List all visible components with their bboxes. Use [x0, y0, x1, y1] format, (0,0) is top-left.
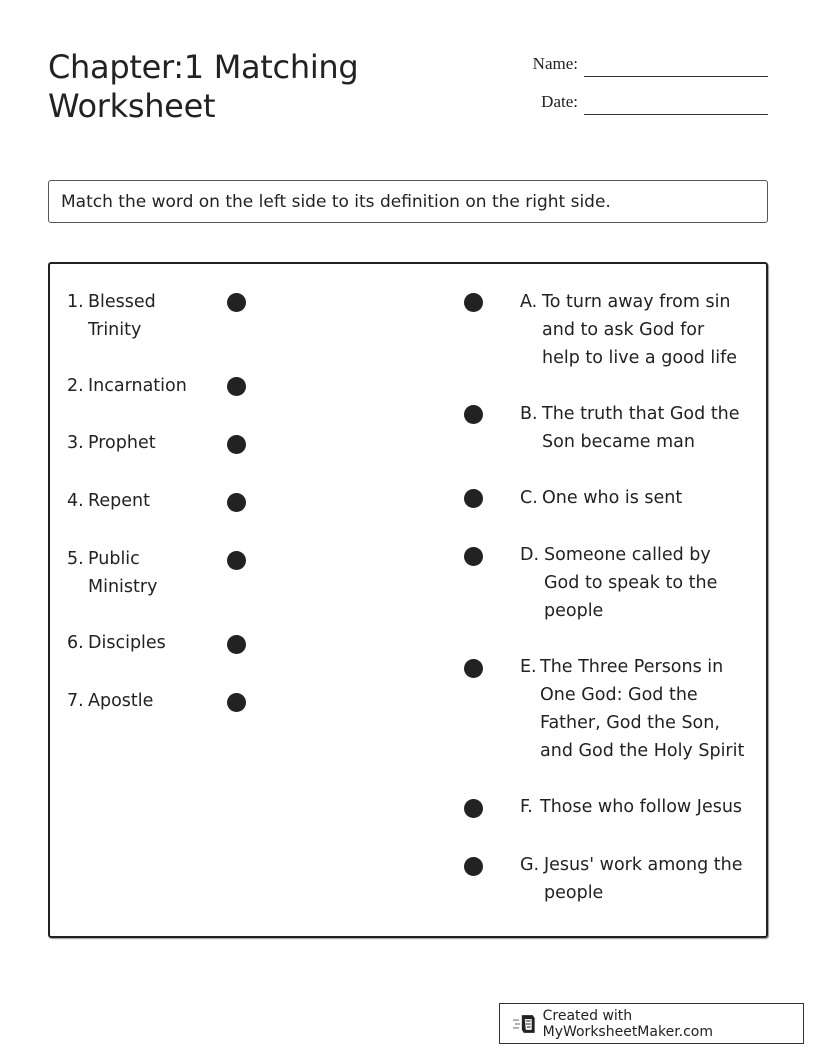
- term-text: Apostle: [88, 691, 154, 711]
- definition-c-connector-dot[interactable]: [464, 489, 483, 508]
- definition-letter: A.: [520, 292, 538, 312]
- page-title: [48, 48, 388, 126]
- definition-item-a: [520, 288, 760, 372]
- date-line[interactable]: [584, 114, 768, 115]
- term-number: 7.: [67, 691, 84, 711]
- definition-letter: B.: [520, 404, 538, 424]
- term-number: 1.: [67, 292, 84, 312]
- definition-letter: F.: [520, 797, 533, 817]
- definition-b-connector-dot[interactable]: [464, 405, 483, 424]
- definition-letter: E.: [520, 657, 537, 677]
- definition-e-connector-dot[interactable]: [464, 659, 483, 678]
- term-text: Repent: [88, 491, 150, 511]
- definition-item-d: [520, 541, 760, 625]
- credit-badge[interactable]: [499, 1003, 804, 1044]
- term-text: Disciples: [88, 633, 166, 653]
- definition-g-connector-dot[interactable]: [464, 857, 483, 876]
- term-number: 6.: [67, 633, 84, 653]
- definition-text: Someone called by God to speak to the people: [544, 545, 718, 621]
- definition-item-e: [520, 653, 760, 765]
- definition-a-connector-dot[interactable]: [464, 293, 483, 312]
- name-label: Name:: [532, 54, 578, 73]
- term-6-connector-dot[interactable]: [227, 635, 246, 654]
- matching-panel: [48, 262, 768, 938]
- term-2-connector-dot[interactable]: [227, 377, 246, 396]
- instructions-box: [48, 180, 768, 223]
- definition-text: To turn away from sin and to ask God for help to live a good life: [542, 292, 738, 368]
- term-5-connector-dot[interactable]: [227, 551, 246, 570]
- definition-text: Jesus' work among the people: [544, 855, 743, 903]
- definition-d-connector-dot[interactable]: [464, 547, 483, 566]
- term-text: Blessed Trinity: [88, 292, 156, 340]
- definition-text: The Three Persons in One God: God the Father, God the Son, and God the Holy Spirit: [540, 657, 745, 761]
- definition-text: The truth that God the Son became man: [542, 404, 740, 452]
- instructions-text: Match the word on the left side to its definition on the right side.: [61, 192, 611, 212]
- term-number: 3.: [67, 433, 84, 453]
- term-3-connector-dot[interactable]: [227, 435, 246, 454]
- term-number: 5.: [67, 549, 84, 569]
- definition-item-b: [520, 400, 760, 456]
- definition-f-connector-dot[interactable]: [464, 799, 483, 818]
- term-4-connector-dot[interactable]: [227, 493, 246, 512]
- definition-item-c: [520, 484, 760, 512]
- date-label: Date:: [541, 92, 578, 111]
- name-line[interactable]: [584, 76, 768, 77]
- definition-text: Those who follow Jesus: [540, 797, 743, 817]
- definition-text: One who is sent: [542, 488, 683, 508]
- date-field[interactable]: [500, 92, 768, 116]
- definition-item-g: [520, 851, 760, 907]
- term-text: Public Ministry: [88, 549, 158, 597]
- definition-item-f: [520, 793, 760, 821]
- definition-letter: C.: [520, 488, 538, 508]
- name-field[interactable]: [500, 54, 768, 78]
- definition-letter: D.: [520, 545, 540, 565]
- term-7-connector-dot[interactable]: [227, 693, 246, 712]
- term-1-connector-dot[interactable]: [227, 293, 246, 312]
- title-line-2: Worksheet: [48, 87, 216, 125]
- title-line-1: Chapter:1 Matching: [48, 48, 359, 86]
- credit-text: Created with MyWorksheetMaker.com: [542, 1007, 714, 1040]
- definition-letter: G.: [520, 855, 540, 875]
- worksheet-maker-logo-icon: [512, 1013, 538, 1035]
- term-number: 4.: [67, 491, 84, 511]
- term-number: 2.: [67, 376, 84, 396]
- term-text: Incarnation: [88, 376, 187, 396]
- term-text: Prophet: [88, 433, 156, 453]
